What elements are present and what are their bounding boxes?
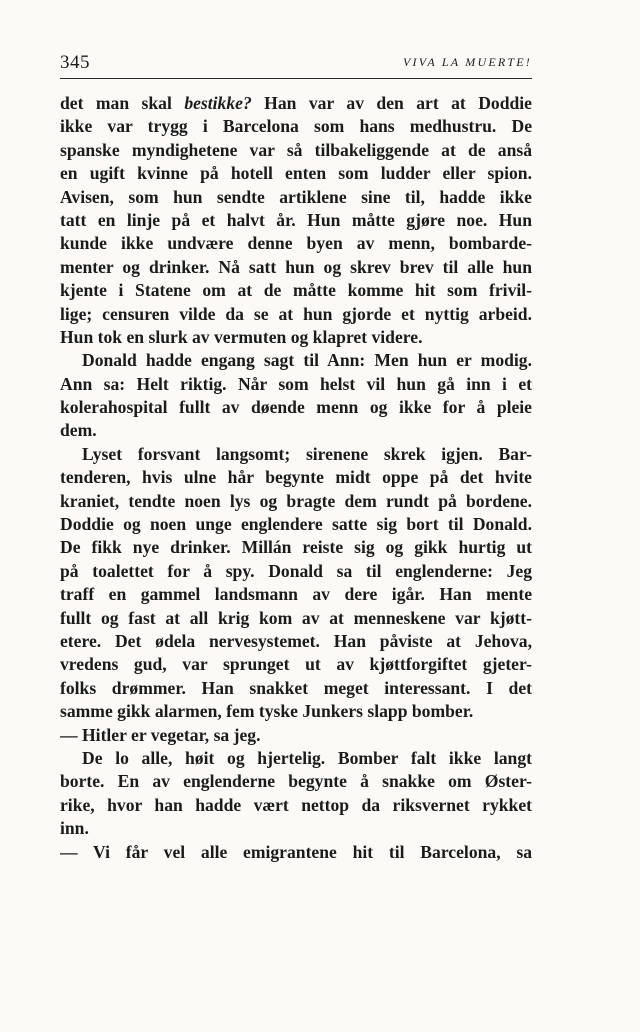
- text-line: på toalettet for å spy. Donald sa til englenderne: Jeg: [60, 560, 532, 581]
- running-head: VIVA LA MUERTE!: [403, 55, 532, 69]
- text-line: etere. Det ødela nervesystemet. Han påviste at Jehova,: [60, 630, 532, 651]
- text-line: Lyset forsvant langsomt; sirenene skrek igjen. Bar-: [82, 443, 532, 464]
- text-line: menter og drinker. Nå satt hun og skrev brev til alle hun: [60, 256, 532, 277]
- text-line: tenderen, hvis ulne hår begynte midt oppe på det hvite: [60, 467, 532, 488]
- text-line: ikke var trygg i Barcelona som hans medhustru. De: [60, 116, 532, 137]
- text-line: Hun tok en slurk av vermuten og klapret videre.: [60, 326, 423, 347]
- body-text: [60, 92, 532, 864]
- text-line: [60, 92, 532, 115]
- text-line: De lo alle, høit og hjertelig. Bomber falt ikke langt: [82, 747, 532, 768]
- text-line: lige; censuren vilde da se at hun gjorde et nyttig arbeid.: [60, 303, 532, 324]
- text-line: kraniet, tendte noen lys og bragte dem rundt på bordene.: [60, 490, 532, 511]
- text-line: — Vi får vel alle emigrantene hit til Barcelona, sa: [60, 841, 532, 862]
- text-line: De fikk nye drinker. Millán reiste sig og gikk hurtig ut: [60, 537, 532, 558]
- text-line: en ugift kvinne på hotell enten som ludder eller spion.: [60, 163, 532, 184]
- text-line: borte. En av englenderne begynte å snakke om Øster-: [60, 771, 532, 792]
- text-line: Doddie og noen unge englendere satte sig bort til Donald.: [60, 514, 532, 535]
- page-number: 345: [60, 52, 90, 73]
- emphasized-word: bestikke?: [184, 93, 252, 113]
- text-line: kolerahospital fullt av døende menn og ikke for å pleie: [60, 397, 532, 418]
- text-line: inn.: [60, 818, 89, 839]
- text-line: fullt og fast at all krig kom av at menneskene var kjøtt-: [60, 607, 532, 628]
- text-line: dem.: [60, 420, 97, 441]
- text-line: tatt en linje på et halvt år. Hun måtte gjøre noe. Hun: [60, 209, 532, 230]
- text-line: spanske myndighetene var så tilbakeliggende at de anså: [60, 139, 532, 160]
- text-line: — Hitler er vegetar, sa jeg.: [60, 724, 261, 745]
- text-line: traff en gammel landsmann av dere igår. Han mente: [60, 584, 532, 605]
- text-line: rike, hvor han hadde vært nettop da riksvernet rykket: [60, 794, 532, 815]
- text-line: kjente i Statene om at de måtte komme hit som frivil-: [60, 280, 532, 301]
- text-line: folks drømmer. Han snakket meget interessant. I det: [60, 677, 532, 698]
- text-line: Donald hadde engang sagt til Ann: Men hun er modig.: [82, 350, 532, 371]
- text-line: kunde ikke undvære denne byen av menn, bombarde-: [60, 233, 532, 254]
- page-header: [60, 52, 532, 78]
- header-rule: [60, 78, 532, 79]
- text-line: Ann sa: Helt riktig. Når som helst vil hun gå inn i et: [60, 373, 532, 394]
- text-line: vredens gud, var sprunget ut av kjøttforgiftet gjeter-: [60, 654, 532, 675]
- text-line: Avisen, som hun sendte artiklene sine til, hadde ikke: [60, 186, 532, 207]
- text-run: det man skal: [60, 93, 185, 113]
- text-run: Han var av den art at Doddie: [251, 93, 532, 113]
- text-line: samme gikk alarmen, fem tyske Junkers slapp bomber.: [60, 701, 474, 722]
